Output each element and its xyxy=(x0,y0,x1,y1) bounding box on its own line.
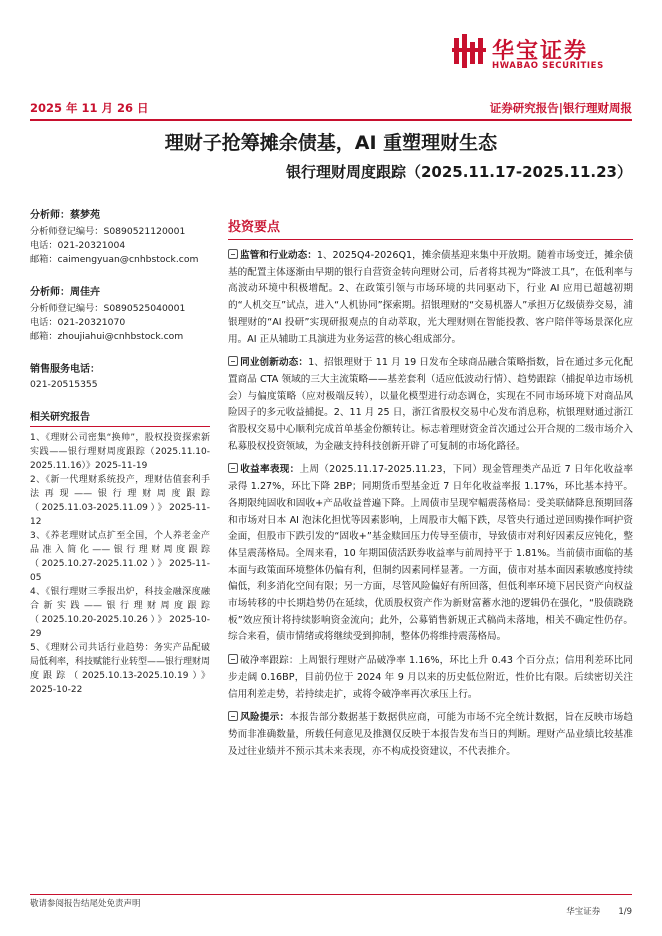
related-reports-divider xyxy=(30,426,210,427)
footer-info xyxy=(548,905,632,917)
analyst-block xyxy=(30,283,210,344)
footer-company: 华宝证券 xyxy=(566,907,601,917)
related-report-item[interactable]: 4、《银行理财三季报出炉，科技金融深度融合新实践——银行理财周度跟踪（2025.10.20-2025.10.26）》2025-10-29 xyxy=(30,587,210,639)
bullet-icon xyxy=(228,711,238,721)
related-report-item[interactable]: 3、《养老理财试点扩至全国，个人养老金产品准入简化——银行理财周度跟踪（2025.10.27-2025.11.02）》2025-11-05 xyxy=(30,531,210,583)
footer-divider xyxy=(30,894,632,895)
analyst-license: 分析师登记编号：S0890525040001 xyxy=(30,303,186,314)
brand-name-en: HWABAO SECURITIES xyxy=(492,61,604,71)
logo-mark-icon xyxy=(452,34,486,68)
analyst-name: 分析师：周佳卉 xyxy=(30,287,100,298)
analyst-email[interactable]: 邮箱：zhoujiahui@cnhbstock.com xyxy=(30,331,184,342)
paragraph-risk xyxy=(228,710,633,760)
sales-service-label: 销售服务电话： xyxy=(30,364,100,375)
section-title: 投资要点 xyxy=(228,220,281,235)
paragraph-lead: 同业创新动态： xyxy=(240,357,309,369)
bullet-icon xyxy=(228,356,238,366)
report-date: 2025 年 11 月 26 日 xyxy=(30,101,149,115)
related-report-item[interactable]: 1、《理财公司密集“换帅”，股权投资探索新实践——银行理财周度跟踪（2025.11.10-2025.11.16）》2025-11-19 xyxy=(30,433,210,471)
bullet-icon xyxy=(228,654,238,664)
analyst-license: 分析师登记编号：S0890521120001 xyxy=(30,226,186,237)
header-divider xyxy=(30,119,632,121)
paragraph-text: 1、2025Q4-2026Q1，摊余债基迎来集中开放期。随着市场变迁，摊余债基的配置主体逐渐由早期的银行自营资金转向理财公司，后者将其视为“降波工具”，在低利率与高波动环境中积极增配。2、在政策引领与市场环境的共同驱动下，行业 AI 应用已超越初期的“人机交互”试点，进入“人机协同”探索期。招银理财的“交易机器人”承担万亿级债券交易，浦银理财的“AI 投研”实现研报观点的自动萃取，光大理财则在智能投教、客户陪伴等场景深化应用。AI 正从辅助工具演进为业务运营的核心组成部分。 xyxy=(228,250,633,345)
sales-service-phone: 021-20515355 xyxy=(30,379,98,390)
section-divider xyxy=(228,239,633,240)
paragraph-lead: 风险提示： xyxy=(240,712,290,724)
paragraph-text: 1、招银理财于 11 月 19 日发布全球商品融合策略指数，旨在通过多元化配置商品 CTA 领域的三大主流策略——基差套利（适应低波动行情）、趋势跟踪（捕捉单边市场机会）与偏度策略（应对极端反转），以量化模型进行动态调仓，实现在不同市场环境下对商品风险因子的多元收益捕捉。2、11 月 25 日，浙江省股权交易中心发布消息称，杭银理财通过浙江省股权交易中心顺利完成首单基金份额转让。标志着理财资金首次通过公开合规的二级市场介入私募股权投资领域，为金融支持科技创新开辟了可复制的市场化路径。 xyxy=(228,357,634,452)
paragraph-breakeven xyxy=(228,653,633,703)
analyst-email[interactable]: 邮箱：caimengyuan@cnhbstock.com xyxy=(30,254,199,265)
footer-disclaimer: 敬请参阅报告结尾处免责声明 xyxy=(30,899,141,909)
paragraph-text: 上周（2025.11.17-2025.11.23，下同）现金管理类产品近 7 日年化收益率录得 1.27%，环比下降 2BP；同期货币型基金近 7 日年化收益率报 1.17%，环比基本持平。各期限纯固收和固收+产品收益普遍下降。上周债市呈现窄幅震荡格局：受美联储降息预期回落和市场对日本 AI 泡沫化担忧等因素影响，上周股市大幅下跌，尽管央行通过逆回购操作呵护资金面，但股市下跌引发的“固收+”基金赎回压力传导至债市，导致债市对利好因素反应钝化，整体呈震荡格局。全周来看，10 年期国债活跃券收益率与前周持平于 1.81%。当前债市面临的基本面与政策面环境整体仍偏有利，但制约因素同样显著。一方面，债市对基本面因素敏感度持续偏低，利多消化空间有限；另一方面，尽管风险偏好有所回落，但低利率环境下居民资产向权益市场转移的中长期趋势仍在延续，优质股权资产作为新财富蓄水池的逻辑仍在强化，“股债跷跷板”效应预计将持续影响资金流向；此外，公募销售新规正式稿尚未落地，相关不确定性仍存。综合来看，债市情绪或将继续受到抑制，整体仍将维持震荡格局。 xyxy=(228,464,633,643)
page-subtitle: 银行理财周度跟踪（2025.11.17-2025.11.23） xyxy=(285,163,632,181)
bullet-icon xyxy=(228,463,238,473)
report-type: 证券研究报告|银行理财周报 xyxy=(489,101,632,115)
sales-service xyxy=(30,360,210,392)
main-content xyxy=(228,216,633,767)
related-reports xyxy=(30,408,210,697)
related-report-item[interactable]: 2、《新一代理财系统投产，理财估值套利手法再现——银行理财周度跟踪（2025.11.03-2025.11.09）》2025-11-12 xyxy=(30,475,210,527)
company-logo xyxy=(452,34,632,74)
bullet-icon xyxy=(228,249,238,259)
page-number: 1/9 xyxy=(618,907,632,917)
paragraph-text: 破净率跟踪：上周银行理财产品破净率 1.16%，环比上升 0.43 个百分点；信用利差环比同步走阔 0.16BP，目前仍位于 2024 年 9 月以来的历史低位附近，性价比有限。后续密切关注信用利差走势，若持续走扩，或将令破净率再次承压上行。 xyxy=(228,655,633,700)
paragraph-innovation xyxy=(228,355,633,455)
analyst-block xyxy=(30,206,210,267)
page-title: 理财子抢筹摊余债基，AI 重塑理财生态 xyxy=(164,132,498,154)
paragraph-text: 本报告部分数据基于数据供应商，可能为市场不完全统计数据，旨在反映市场趋势而非准确数量，所载任何意见及推测仅反映于本报告发布当日的判断。理财产品业绩比较基准及过往业绩并不预示其未来表现，亦不构成投资建议，不代表推介。 xyxy=(228,712,634,757)
analyst-name: 分析师：蔡梦苑 xyxy=(30,210,100,221)
analyst-phone: 电话：021-20321004 xyxy=(30,240,126,251)
paragraph-lead: 监管和行业动态： xyxy=(240,250,317,261)
related-report-item[interactable]: 5、《理财公司共话行业趋势：务实产品配破局低利率，科技赋能行业转型——银行理财周度跟踪（2025.10.13-2025.10.19）》2025-10-22 xyxy=(30,643,211,695)
related-reports-title: 相关研究报告 xyxy=(30,412,90,423)
paragraph-lead: 收益率表现： xyxy=(240,464,300,476)
analyst-phone: 电话：021-20321070 xyxy=(30,317,126,328)
paragraph-yield xyxy=(228,462,633,646)
paragraph-regulatory xyxy=(228,248,633,348)
brand-name-cn: 华宝证券 xyxy=(492,39,589,64)
sidebar xyxy=(30,206,210,713)
